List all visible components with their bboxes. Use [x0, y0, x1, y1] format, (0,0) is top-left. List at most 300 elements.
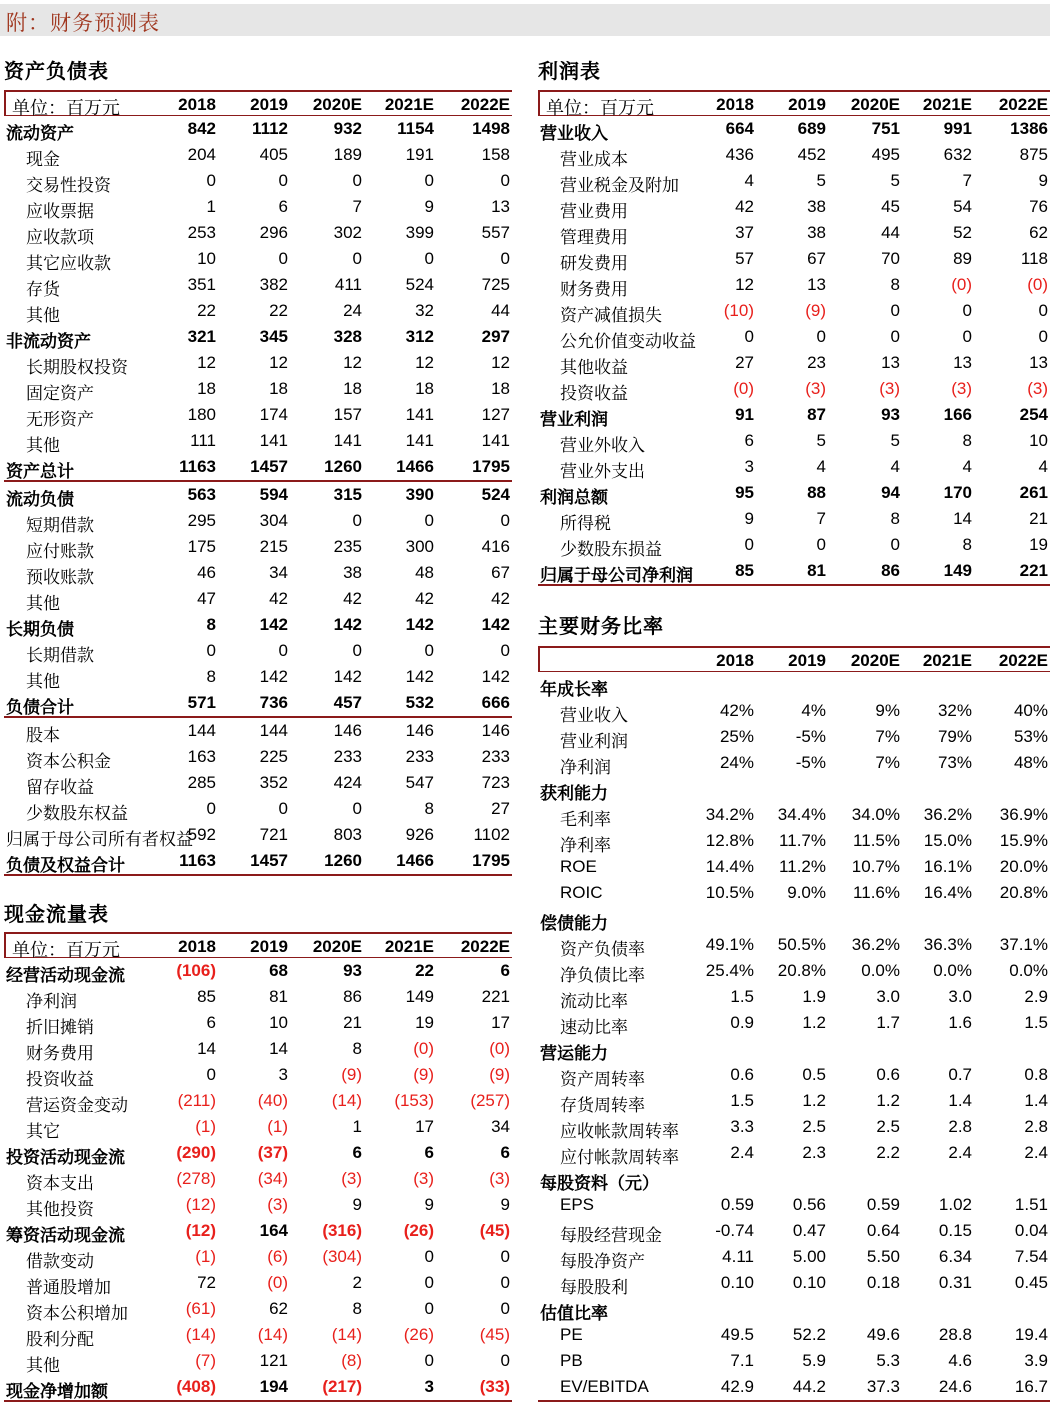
- row-label: 借款变动: [26, 1252, 94, 1271]
- row-value: 62: [1029, 223, 1048, 242]
- table-row: [538, 1114, 1050, 1140]
- row-label: 投资活动现金流: [6, 1148, 125, 1167]
- year-header: 2019: [250, 95, 288, 114]
- row-label: PB: [560, 1351, 583, 1370]
- row-value: 142: [333, 667, 362, 686]
- year-header: 2021E: [922, 651, 972, 670]
- row-value: 1.6: [948, 1013, 972, 1032]
- row-label: 偿债能力: [540, 914, 608, 933]
- row-value: 1457: [250, 457, 288, 476]
- row-value: 0.56: [792, 1195, 826, 1214]
- row-value: 592: [187, 825, 216, 844]
- row-value: 68: [269, 961, 288, 980]
- row-label: 股本: [26, 726, 60, 745]
- row-label: 筹资活动现金流: [6, 1226, 125, 1245]
- table-row: [538, 1218, 1050, 1244]
- row-value: 302: [333, 223, 362, 242]
- row-value: 34.4%: [777, 805, 826, 824]
- table-row: [4, 428, 512, 454]
- table-row: [538, 480, 1050, 506]
- row-value: 0: [500, 171, 510, 190]
- row-value: (40): [257, 1091, 288, 1110]
- row-value: 0: [500, 511, 510, 530]
- row-value: 85: [197, 987, 216, 1006]
- row-label: 财务费用: [26, 1044, 94, 1063]
- table-row: [538, 246, 1050, 272]
- table-row: [4, 744, 512, 770]
- row-value: (9): [805, 301, 826, 320]
- row-value: 87: [807, 405, 826, 424]
- row-value: 221: [481, 987, 510, 1006]
- row-value: 9: [744, 509, 754, 528]
- row-value: 351: [187, 275, 216, 294]
- row-label: 其他: [26, 594, 60, 613]
- row-value: 6: [744, 431, 754, 450]
- row-value: 689: [797, 119, 826, 138]
- row-value: (408): [176, 1377, 216, 1396]
- unit-label: 单位：百万元: [12, 940, 120, 960]
- row-value: 6: [278, 197, 288, 216]
- table-row: [4, 1036, 512, 1062]
- year-header: 2020E: [312, 95, 362, 114]
- table-row: [538, 1322, 1050, 1348]
- row-label: 交易性投资: [26, 176, 111, 195]
- row-value: 0: [500, 641, 510, 660]
- row-label: 资本公积金: [26, 752, 111, 771]
- table-row: [538, 428, 1050, 454]
- row-value: (14): [257, 1325, 288, 1344]
- row-value: 932: [333, 119, 362, 138]
- row-value: 12: [415, 353, 434, 372]
- row-value: 42: [735, 197, 754, 216]
- row-value: 221: [1019, 561, 1048, 580]
- row-value: 297: [481, 327, 510, 346]
- row-value: 495: [871, 145, 900, 164]
- row-value: 5: [890, 431, 900, 450]
- row-label: 负债及权益合计: [6, 856, 125, 875]
- table-row: [538, 672, 1050, 698]
- row-value: 1386: [1010, 119, 1048, 138]
- row-label: 资产周转率: [560, 1070, 645, 1089]
- row-value: (37): [257, 1143, 288, 1162]
- table-row: [4, 638, 512, 664]
- row-value: 1: [206, 197, 216, 216]
- row-label: 其他: [26, 436, 60, 455]
- row-value: 38: [807, 197, 826, 216]
- row-value: 328: [333, 327, 362, 346]
- row-value: 7%: [875, 753, 900, 772]
- row-value: (0): [1027, 275, 1048, 294]
- row-label: 其他: [26, 1356, 60, 1375]
- row-value: 8: [206, 615, 216, 634]
- row-value: 524: [481, 485, 510, 504]
- row-value: (3): [1027, 379, 1048, 398]
- row-label: 公允价值变动收益: [560, 332, 696, 351]
- row-value: 22: [415, 961, 434, 980]
- row-value: 5.50: [866, 1247, 900, 1266]
- row-value: 0.59: [866, 1195, 900, 1214]
- row-value: (278): [176, 1169, 216, 1188]
- row-label: 营业外支出: [560, 462, 645, 481]
- row-value: 40%: [1013, 701, 1048, 720]
- row-value: (45): [479, 1325, 510, 1344]
- row-value: 0.0%: [1009, 961, 1048, 980]
- table-row: [4, 1374, 512, 1402]
- row-label: 营运能力: [540, 1044, 608, 1063]
- row-value: 146: [333, 721, 362, 740]
- row-value: 14: [197, 1039, 216, 1058]
- row-value: 0: [424, 1299, 434, 1318]
- row-value: 0: [1038, 327, 1048, 346]
- row-label: 资本公积增加: [26, 1304, 128, 1323]
- row-value: 0: [744, 535, 754, 554]
- row-value: 1.2: [802, 1091, 826, 1110]
- row-label: 获利能力: [540, 784, 608, 803]
- row-value: 94: [881, 483, 900, 502]
- row-value: 3.9: [1024, 1351, 1048, 1370]
- row-value: 1154: [397, 119, 434, 138]
- row-label: 资产总计: [6, 462, 74, 481]
- table-row: [538, 298, 1050, 324]
- row-value: 13: [953, 353, 972, 372]
- row-value: (9): [413, 1065, 434, 1084]
- row-value: 5.3: [876, 1351, 900, 1370]
- row-value: 42: [269, 589, 288, 608]
- row-label: 应付账款: [26, 542, 94, 561]
- row-value: -5%: [795, 727, 826, 746]
- row-label: 每股经营现金: [560, 1226, 662, 1245]
- row-label: 研发费用: [560, 254, 628, 273]
- row-value: 0: [424, 1247, 434, 1266]
- row-value: (10): [723, 301, 754, 320]
- row-label: 年成长率: [540, 680, 608, 699]
- row-value: 180: [187, 405, 216, 424]
- row-label: 现金: [26, 150, 60, 169]
- table-row: [4, 350, 512, 376]
- row-value: 19: [1029, 535, 1048, 554]
- row-value: 452: [797, 145, 826, 164]
- row-value: 2.4: [730, 1143, 754, 1162]
- row-value: 9: [424, 1195, 434, 1214]
- year-header: 2019: [788, 651, 826, 670]
- row-value: 81: [269, 987, 288, 1006]
- row-value: 0: [424, 1351, 434, 1370]
- row-value: 163: [187, 747, 216, 766]
- row-value: 5.00: [792, 1247, 826, 1266]
- row-value: 42: [415, 589, 434, 608]
- table-row: [4, 508, 512, 534]
- row-value: 144: [187, 721, 216, 740]
- row-value: 0: [352, 249, 362, 268]
- row-value: 20.8%: [999, 883, 1048, 902]
- page-banner: [0, 4, 1050, 36]
- row-label: 流动负债: [6, 490, 74, 509]
- row-value: 390: [405, 485, 434, 504]
- row-value: 93: [881, 405, 900, 424]
- table-row: [4, 848, 512, 876]
- table-header: [4, 932, 512, 958]
- row-value: 42.9: [720, 1377, 754, 1396]
- row-value: 457: [333, 693, 362, 712]
- row-value: 261: [1019, 483, 1048, 502]
- row-label: 净利润: [26, 992, 77, 1011]
- table-row: [538, 828, 1050, 854]
- row-value: 25.4%: [705, 961, 754, 980]
- row-value: 1.5: [1024, 1013, 1048, 1032]
- row-value: 0: [278, 799, 288, 818]
- row-value: 285: [187, 773, 216, 792]
- row-value: 2.8: [948, 1117, 972, 1136]
- table-row: [538, 376, 1050, 402]
- table-row: [538, 958, 1050, 984]
- row-value: 532: [405, 693, 434, 712]
- row-value: 8: [962, 535, 972, 554]
- row-value: (0): [267, 1273, 288, 1292]
- row-value: 36.3%: [923, 935, 972, 954]
- row-value: 146: [405, 721, 434, 740]
- row-value: 9: [500, 1195, 510, 1214]
- row-value: 23: [807, 353, 826, 372]
- table-row: [4, 402, 512, 428]
- row-value: 24%: [719, 753, 754, 772]
- row-value: 0.47: [792, 1221, 826, 1240]
- row-label: 存货周转率: [560, 1096, 645, 1115]
- row-value: 5: [816, 431, 826, 450]
- row-value: -0.74: [715, 1221, 754, 1240]
- row-value: 6: [500, 961, 510, 980]
- table-row: [538, 1296, 1050, 1322]
- table-row: [4, 1348, 512, 1374]
- row-label: 经营活动现金流: [6, 966, 125, 985]
- row-value: 416: [481, 537, 510, 556]
- row-value: 0.6: [730, 1065, 754, 1084]
- row-value: 149: [405, 987, 434, 1006]
- row-label: 资产减值损失: [560, 306, 662, 325]
- row-value: 81: [807, 561, 826, 580]
- row-label: 其他收益: [560, 358, 628, 377]
- row-value: 295: [187, 511, 216, 530]
- row-value: 0: [352, 799, 362, 818]
- row-value: 49.6: [866, 1325, 900, 1344]
- row-label: 长期负债: [6, 620, 74, 639]
- table-row: [538, 724, 1050, 750]
- row-value: 0: [890, 301, 900, 320]
- row-label: 长期借款: [26, 646, 94, 665]
- row-value: 0: [890, 535, 900, 554]
- row-value: 5.9: [802, 1351, 826, 1370]
- row-value: 0: [206, 171, 216, 190]
- table-row: [4, 958, 512, 984]
- row-value: 10.5%: [705, 883, 754, 902]
- row-value: 0: [352, 171, 362, 190]
- row-value: 16.7: [1014, 1377, 1048, 1396]
- row-value: 7.54: [1014, 1247, 1048, 1266]
- row-value: (3): [489, 1169, 510, 1188]
- row-value: 8: [352, 1299, 362, 1318]
- row-value: 25%: [719, 727, 754, 746]
- row-value: 13: [491, 197, 510, 216]
- row-value: 0: [352, 511, 362, 530]
- year-header: 2021E: [384, 937, 434, 956]
- row-value: 2: [352, 1273, 362, 1292]
- row-label: 应收票据: [26, 202, 94, 221]
- row-value: 62: [269, 1299, 288, 1318]
- row-value: 1260: [324, 457, 362, 476]
- row-value: 170: [943, 483, 972, 502]
- table-row: [538, 454, 1050, 480]
- row-label: 营业外收入: [560, 436, 645, 455]
- row-value: 14: [269, 1039, 288, 1058]
- row-value: 7.1: [730, 1351, 754, 1370]
- row-value: 0: [278, 249, 288, 268]
- row-label: 短期借款: [26, 516, 94, 535]
- row-value: 0: [352, 641, 362, 660]
- row-label: 估值比率: [540, 1304, 608, 1323]
- row-value: (3): [951, 379, 972, 398]
- row-value: (61): [185, 1299, 216, 1318]
- row-value: 6: [424, 1143, 434, 1162]
- row-value: 18: [197, 379, 216, 398]
- row-value: 5: [890, 171, 900, 190]
- row-label: 每股股利: [560, 1278, 628, 1297]
- table-row: [4, 1114, 512, 1140]
- row-value: 86: [343, 987, 362, 1006]
- row-value: 10: [269, 1013, 288, 1032]
- row-value: (1): [195, 1117, 216, 1136]
- income-statement-title: 利润表: [538, 61, 601, 83]
- row-label: 现金净增加额: [6, 1382, 108, 1401]
- row-label: 其它: [26, 1122, 60, 1141]
- row-value: 7: [962, 171, 972, 190]
- row-value: 9: [1038, 171, 1048, 190]
- row-value: 14: [953, 509, 972, 528]
- table-header: [538, 646, 1050, 672]
- ratios-title: 主要财务比率: [538, 616, 664, 638]
- row-value: 34: [269, 563, 288, 582]
- row-label: 应收款项: [26, 228, 94, 247]
- year-header: 2022E: [998, 95, 1048, 114]
- row-value: 0.7: [948, 1065, 972, 1084]
- table-row: [4, 246, 512, 272]
- row-value: (0): [733, 379, 754, 398]
- row-value: 10: [197, 249, 216, 268]
- table-row: [4, 1322, 512, 1348]
- row-value: 42: [343, 589, 362, 608]
- row-value: 225: [259, 747, 288, 766]
- row-value: 11.7%: [779, 831, 826, 850]
- table-row: [4, 1010, 512, 1036]
- table-row: [4, 612, 512, 638]
- row-value: 315: [333, 485, 362, 504]
- row-value: 1795: [472, 851, 510, 870]
- row-value: 17: [491, 1013, 510, 1032]
- row-value: 233: [481, 747, 510, 766]
- table-row: [538, 194, 1050, 220]
- row-value: 50.5%: [777, 935, 826, 954]
- row-label: 应收帐款周转率: [560, 1122, 679, 1141]
- row-value: 142: [405, 615, 434, 634]
- row-value: 524: [405, 275, 434, 294]
- row-value: 723: [481, 773, 510, 792]
- table-row: [4, 586, 512, 612]
- row-value: 721: [259, 825, 288, 844]
- income-statement-table: [538, 90, 1050, 586]
- row-value: 1.4: [1024, 1091, 1048, 1110]
- row-value: 36.2%: [851, 935, 900, 954]
- row-value: 18: [269, 379, 288, 398]
- year-header: 2022E: [998, 651, 1048, 670]
- row-value: 3.0: [948, 987, 972, 1006]
- row-value: 37.1%: [999, 935, 1048, 954]
- row-value: 36.2%: [923, 805, 972, 824]
- table-row: [538, 1140, 1050, 1166]
- row-value: 254: [1019, 405, 1048, 424]
- row-value: 424: [333, 773, 362, 792]
- row-value: 194: [259, 1377, 288, 1396]
- row-value: 594: [259, 485, 288, 504]
- row-value: (7): [195, 1351, 216, 1370]
- row-label: 净负债比率: [560, 966, 645, 985]
- ratios-table: [538, 646, 1050, 1402]
- table-row: [538, 532, 1050, 558]
- row-value: 164: [259, 1221, 288, 1240]
- row-value: 12: [491, 353, 510, 372]
- row-value: 42%: [719, 701, 754, 720]
- balance-sheet-table: [4, 90, 512, 876]
- row-value: 15.0%: [923, 831, 972, 850]
- row-value: 233: [333, 747, 362, 766]
- row-value: 44: [881, 223, 900, 242]
- row-value: 22: [269, 301, 288, 320]
- row-value: 12: [735, 275, 754, 294]
- year-header: 2018: [716, 651, 754, 670]
- row-value: 1498: [472, 119, 510, 138]
- row-value: 0: [424, 511, 434, 530]
- table-row: [538, 506, 1050, 532]
- row-value: 44: [491, 301, 510, 320]
- year-header: 2022E: [460, 937, 510, 956]
- row-value: 189: [333, 145, 362, 164]
- row-value: 0: [424, 641, 434, 660]
- year-header: 2020E: [850, 651, 900, 670]
- table-row: [4, 1166, 512, 1192]
- row-value: 18: [491, 379, 510, 398]
- row-value: 0.5: [802, 1065, 826, 1084]
- row-value: 14.4%: [705, 857, 754, 876]
- row-value: 9: [424, 197, 434, 216]
- year-header: 2020E: [312, 937, 362, 956]
- row-value: 118: [1020, 249, 1048, 268]
- row-value: 91: [735, 405, 754, 424]
- row-value: 32: [415, 301, 434, 320]
- row-value: 0: [500, 1247, 510, 1266]
- row-label: 净利率: [560, 836, 611, 855]
- year-header: 2018: [178, 937, 216, 956]
- row-value: 36.9%: [999, 805, 1048, 824]
- row-value: 2.4: [948, 1143, 972, 1162]
- row-value: 0: [278, 641, 288, 660]
- row-label: ROIC: [560, 883, 603, 902]
- row-value: 4: [1038, 457, 1048, 476]
- table-row: [538, 1348, 1050, 1374]
- row-value: 2.3: [802, 1143, 826, 1162]
- row-value: 842: [187, 119, 216, 138]
- row-value: 253: [187, 223, 216, 242]
- row-value: 3.0: [876, 987, 900, 1006]
- row-value: 72: [197, 1273, 216, 1292]
- year-header: 2019: [788, 95, 826, 114]
- row-value: 345: [259, 327, 288, 346]
